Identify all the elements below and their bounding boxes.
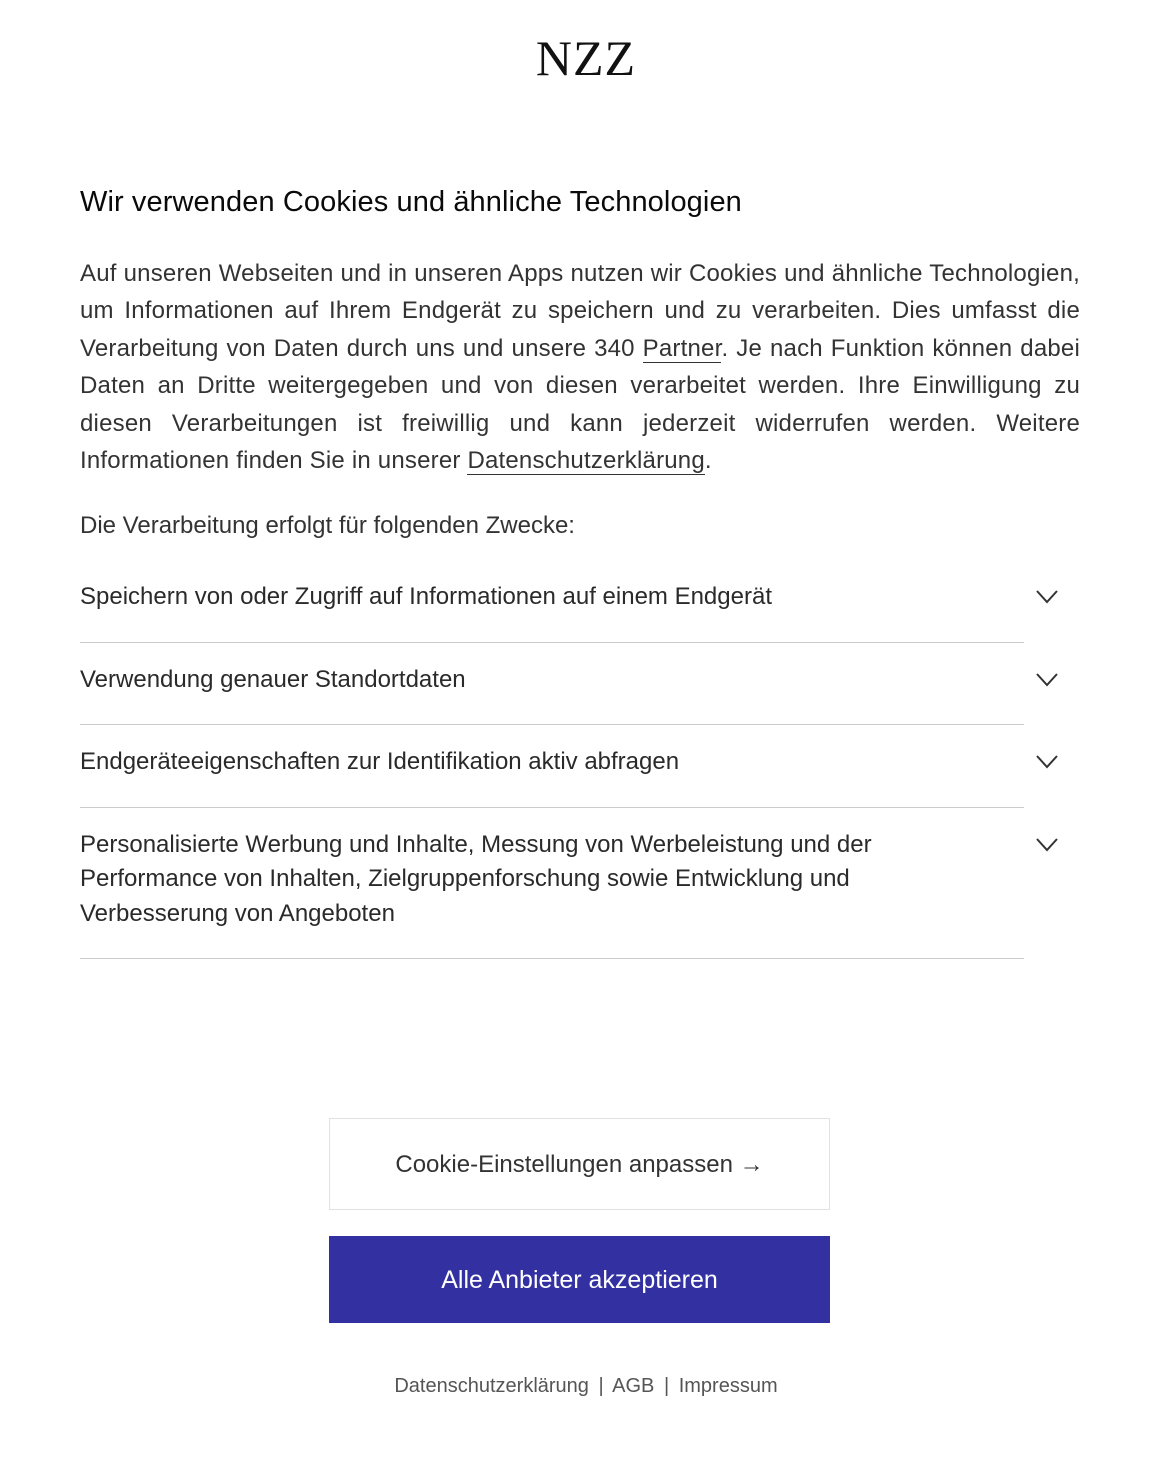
footer-imprint-link[interactable]: Impressum — [678, 1375, 778, 1397]
chevron-down-icon[interactable] — [1036, 755, 1058, 769]
consent-dialog — [80, 180, 1080, 959]
purpose-item-location-data[interactable] — [80, 643, 1024, 726]
intro-text-part1: Auf unseren Webseiten und in unseren Apps nutzen wir Cookies und ähnliche Technologien, um Informationen auf Ihrem Endgerät zu speichern und zu verarbeiten. Dies umfasst die Verarbeitung von Daten durch uns und unsere 340 — [80, 260, 1080, 362]
action-buttons — [329, 1118, 830, 1323]
intro-text-part2: . Je nach Funktion können dabei Daten an Dritte weitergegeben und von diesen verarbeitet werden. Ihre Einwilligung zu diesen Verarbeitungen ist freiwillig und kann jederzeit widerrufen werden. Weitere Informationen finden Sie in unserer — [80, 334, 1080, 475]
purpose-item-device-scan[interactable] — [80, 725, 1024, 808]
privacy-policy-link[interactable]: Datenschutzerklärung — [467, 447, 705, 475]
cookie-settings-button[interactable]: Cookie-Einstellungen anpassen → — [329, 1118, 830, 1210]
purpose-label: Endgeräteeigenschaften zur Identifikation aktiv abfragen — [80, 748, 680, 776]
purpose-list — [80, 560, 1024, 959]
purpose-item-storage-access[interactable] — [80, 560, 1024, 643]
chevron-down-icon[interactable] — [1036, 673, 1058, 687]
partner-link[interactable]: Partner — [642, 334, 722, 362]
footer-privacy-link[interactable]: Datenschutzerklärung — [394, 1375, 589, 1397]
footer-terms-link[interactable]: AGB — [612, 1375, 655, 1397]
dialog-title: Wir verwenden Cookies und ähnliche Technologien — [80, 186, 742, 218]
footer-separator: | — [598, 1375, 604, 1397]
purpose-item-personalised-ads[interactable] — [80, 808, 1024, 960]
purpose-label: Personalisierte Werbung und Inhalte, Messung von Werbeleistung und der Performance von Inhalten, Zielgruppenforschung sowie Entwicklung und Verbesserung von Angeboten — [80, 830, 872, 927]
purpose-label: Speichern von oder Zugriff auf Informationen auf einem Endgerät — [80, 583, 772, 611]
purposes-intro: Die Verarbeitung erfolgt für folgenden Zwecke: — [80, 512, 575, 540]
footer-separator: | — [663, 1375, 670, 1397]
chevron-down-icon[interactable] — [1036, 590, 1058, 604]
intro-text-part3: . — [704, 447, 712, 475]
footer-links — [0, 1372, 1172, 1400]
nzz-logo: NZZ — [535, 30, 637, 86]
chevron-down-icon[interactable] — [1036, 838, 1058, 852]
accept-all-button[interactable]: Alle Anbieter akzeptieren — [329, 1236, 830, 1323]
purpose-label: Verwendung genauer Standortdaten — [80, 665, 466, 693]
intro-text — [80, 255, 1080, 479]
